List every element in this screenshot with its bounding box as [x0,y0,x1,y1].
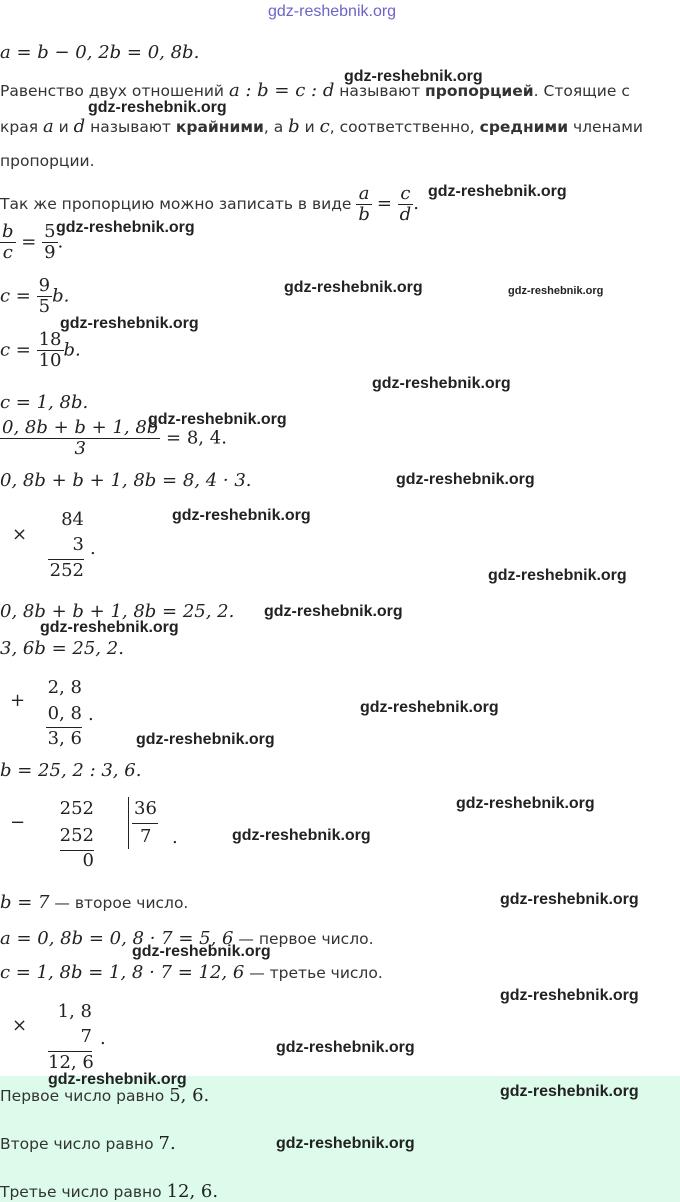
watermark: gdz-reshebnik.org [232,827,371,844]
div-vertical-bar [128,797,129,849]
watermark: gdz-reshebnik.org [136,731,275,748]
equation-average: $\frac{0, 8b + b + 1, 8b}{3}$ = 8, 4. [2,417,227,459]
mult1-dot: . [90,538,96,559]
watermark: gdz-reshebnik.org [360,699,499,716]
equation-b-division: b = 25, 2 : 3, 6. [0,760,142,781]
watermark: gdz-reshebnik.org [148,411,287,428]
watermark: gdz-reshebnik.org [428,183,567,200]
add-operand-a: 2, 8 [47,677,82,698]
watermark: gdz-reshebnik.org [500,987,639,1004]
mult1-operand-a: 84 [61,509,84,530]
answer-second: Вторе число равно 7. [0,1133,176,1154]
mult1-operand-b: 3 [72,534,84,555]
add-dot: . [88,704,94,725]
add-operand-b: 0, 8 [47,703,82,724]
equation-c-9-5: c = $\frac{9}{5}$ b. [0,275,70,317]
div-sign: − [10,812,26,833]
mult1-result: 252 [49,560,84,581]
watermark: gdz-reshebnik.org [456,795,595,812]
watermark: gdz-reshebnik.org [40,619,179,636]
proportion-definition-line-2: края a и d называют крайними, а b и c, соответственно, средними членами [0,116,643,137]
div-subtrahend: 252 [59,825,94,846]
equation-c-1-8b: c = 1, 8b. [0,392,89,413]
mult2-result: 12, 6 [48,1052,94,1073]
result-second-number: b = 7 — второе число. [0,892,189,913]
watermark: gdz-reshebnik.org [56,219,195,236]
result-first-number: a = 0, 8b = 0, 8 · 7 = 5, 6 — первое число. [0,928,374,949]
watermark: gdz-reshebnik.org [372,375,511,392]
watermark: gdz-reshebnik.org [508,285,604,297]
mult2-operand-a: 1, 8 [57,1001,92,1022]
proportion-definition-line-1: Равенство двух отношений a : b = c : d называют пропорцией. Стоящие с [0,80,630,101]
proportion-alt-form: Так же пропорцию можно записать в виде $\frac{a}{b}$ = $\frac{c}{d}$ . [0,183,419,225]
watermark: gdz-reshebnik.org [500,891,639,908]
div-divisor-line [132,823,158,824]
watermark: gdz-reshebnik.org [396,471,535,488]
equation-b-over-c: $\frac{b}{c}$ = $\frac{5}{9}$ . [2,221,64,263]
watermark: gdz-reshebnik.org [284,279,423,296]
watermark: gdz-reshebnik.org [88,99,227,116]
mult2-dot: . [100,1028,106,1049]
mult2-sign: × [12,1015,28,1036]
watermark: gdz-reshebnik.org [276,1135,415,1152]
div-quotient: 7 [140,826,152,847]
watermark-top: gdz-reshebnik.org [268,3,397,20]
mult2-operand-b: 7 [80,1026,92,1047]
result-third-number: c = 1, 8b = 1, 8 · 7 = 12, 6 — третье число. [0,962,383,983]
mult1-sign: × [12,524,28,545]
watermark: gdz-reshebnik.org [500,1083,639,1100]
div-divisor: 36 [134,798,157,819]
watermark: gdz-reshebnik.org [172,507,311,524]
watermark: gdz-reshebnik.org [264,603,403,620]
watermark: gdz-reshebnik.org [132,943,271,960]
proportion-definition-line-3: пропорции. [0,152,95,170]
answer-third: Третье число равно 12, 6. [0,1181,219,1202]
div-remainder: 0 [82,850,94,871]
equation-sum-25-2: 0, 8b + b + 1, 8b = 25, 2. [0,601,235,622]
watermark: gdz-reshebnik.org [488,567,627,584]
equation-3-6b: 3, 6b = 25, 2. [0,638,124,659]
equation-a-from-b: a = b − 0, 2b = 0, 8b. [0,42,200,63]
watermark: gdz-reshebnik.org [344,68,483,85]
watermark: gdz-reshebnik.org [48,1071,187,1088]
div-dot: . [172,827,178,848]
answer-first: Первое число равно 5, 6. [0,1085,210,1106]
div-dividend: 252 [59,798,94,819]
add-result: 3, 6 [47,728,82,749]
equation-c-18-10: c = $\frac{18}{10}$ b. [0,329,81,371]
equation-sum-times-3: 0, 8b + b + 1, 8b = 8, 4 · 3. [0,470,252,491]
watermark: gdz-reshebnik.org [60,315,199,332]
add-sign: + [10,690,26,711]
watermark: gdz-reshebnik.org [276,1039,415,1056]
